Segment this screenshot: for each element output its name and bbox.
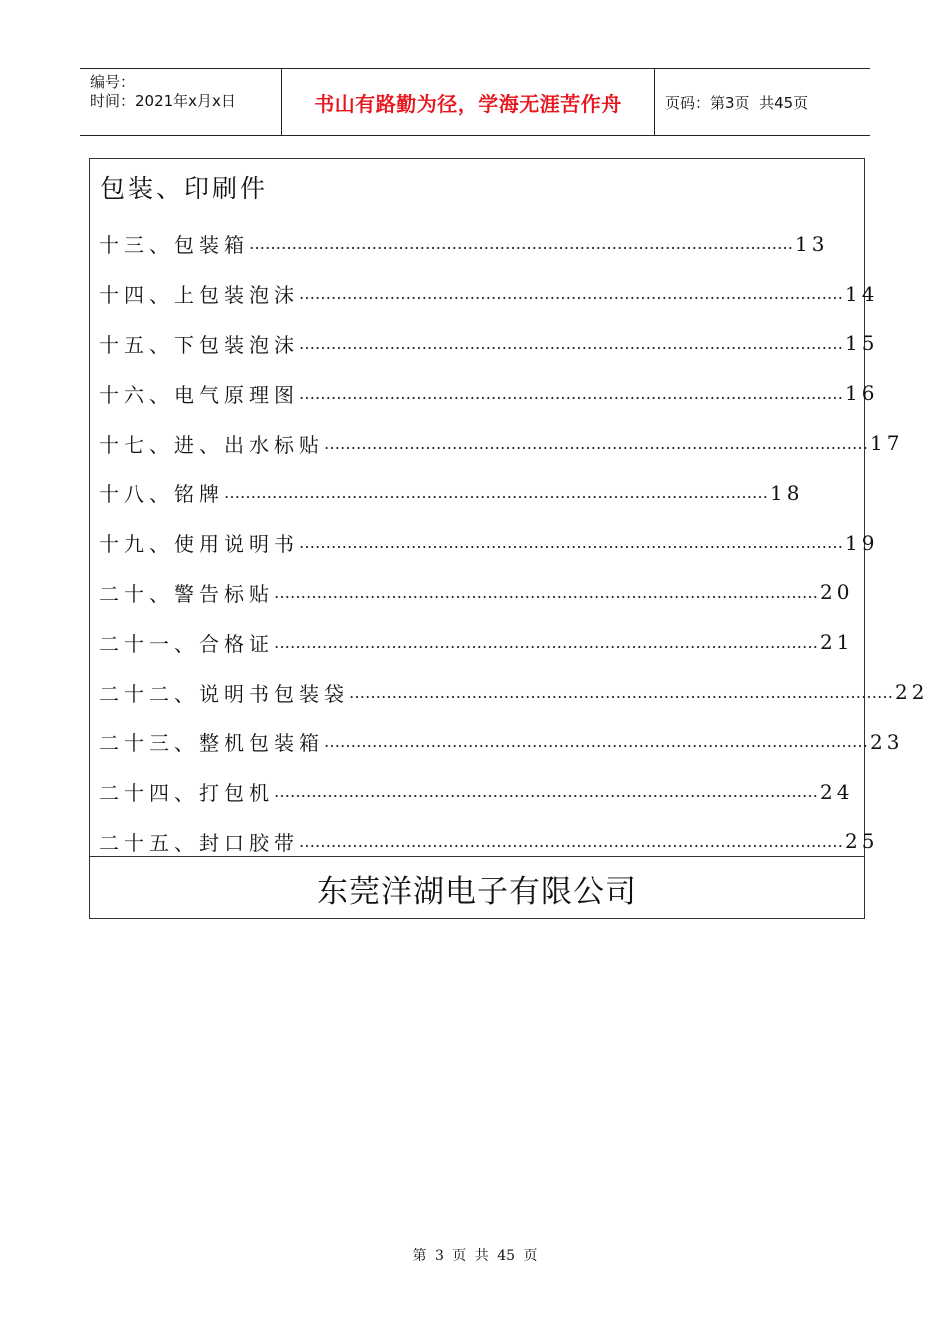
toc-leader: ………………………………………………………………………………………… [224, 483, 768, 503]
toc-entry [99, 468, 804, 518]
toc-entry-page: 24 [820, 779, 854, 804]
toc-entry [99, 319, 879, 369]
toc-entry-page: 15 [845, 331, 879, 356]
header-meta [90, 73, 236, 111]
toc-entry-label: 二十五、封口胶带 [99, 830, 299, 855]
toc-entry-label: 二十三、整机包装箱 [99, 731, 324, 756]
toc-entry-page: 17 [870, 431, 904, 456]
toc-entry-label: 二十二、说明书包装袋 [99, 681, 349, 706]
toc-leader: ………………………………………………………………………………………… [274, 782, 818, 802]
toc-entry-label: 十六、电气原理图 [99, 382, 299, 407]
toc-entry [99, 617, 854, 667]
toc-entry [99, 518, 879, 568]
toc-entry-label: 二十四、打包机 [99, 781, 274, 806]
toc-list [99, 219, 929, 866]
toc-entry [99, 269, 879, 319]
company-name: 东莞洋湖电子有限公司 [90, 856, 864, 919]
toc-entry-label: 二十一、合格证 [99, 631, 274, 656]
toc-entry-label: 十七、进、出水标贴 [99, 432, 324, 457]
toc-entry-label: 十五、下包装泡沫 [99, 332, 299, 357]
time-label: 时间：2021年x月x日 [90, 92, 236, 110]
toc-entry-label: 十四、上包装泡沫 [99, 283, 299, 308]
toc-leader: ………………………………………………………………………………………… [274, 632, 818, 652]
toc-leader: ………………………………………………………………………………………… [299, 383, 843, 403]
toc-entry [99, 767, 854, 817]
toc-entry-label: 十八、铭牌 [99, 482, 224, 507]
header-page-info: 页码：第3页 共45页 [665, 94, 809, 112]
toc-entry-label: 十三、包装箱 [99, 233, 249, 258]
toc-entry-page: 19 [845, 530, 879, 555]
toc-entry [99, 418, 904, 468]
toc-entry-page: 13 [795, 231, 829, 256]
section-title: 包装、印刷件 [100, 174, 269, 203]
toc-leader: ………………………………………………………………………………………… [299, 533, 843, 553]
toc-entry-page: 16 [845, 381, 879, 406]
toc-leader: ………………………………………………………………………………………… [249, 234, 793, 254]
toc-entry-page: 18 [770, 480, 804, 505]
toc-leader: ………………………………………………………………………………………… [324, 732, 868, 752]
header-divider-right [654, 69, 655, 136]
toc-entry [99, 717, 904, 767]
toc-entry-page: 21 [820, 630, 854, 655]
header-motto: 书山有路勤为径，学海无涯苦作舟 [314, 92, 622, 116]
toc-entry-page: 14 [845, 281, 879, 306]
page-header [80, 68, 870, 136]
toc-leader: ………………………………………………………………………………………… [299, 831, 843, 851]
toc-leader: ………………………………………………………………………………………… [299, 333, 843, 353]
toc-entry-label: 十九、使用说明书 [99, 532, 299, 557]
page-footer: 第 3 页 共 45 页 [412, 1248, 538, 1264]
toc-leader: ………………………………………………………………………………………… [274, 582, 818, 602]
toc-entry [99, 667, 929, 717]
toc-entry-page: 25 [845, 829, 879, 854]
toc-entry-page: 22 [895, 680, 929, 705]
toc-entry-page: 23 [870, 729, 904, 754]
toc-leader: ………………………………………………………………………………………… [349, 682, 893, 702]
code-label: 编号： [90, 73, 136, 91]
toc-entry-page: 20 [820, 580, 854, 605]
toc-entry [99, 568, 854, 618]
toc-entry-label: 二十、警告标贴 [99, 581, 274, 606]
toc-table [89, 158, 929, 919]
toc-leader: ………………………………………………………………………………………… [299, 284, 843, 304]
toc-entry [99, 368, 879, 418]
toc-entry [99, 219, 829, 269]
toc-leader: ………………………………………………………………………………………… [324, 433, 868, 453]
